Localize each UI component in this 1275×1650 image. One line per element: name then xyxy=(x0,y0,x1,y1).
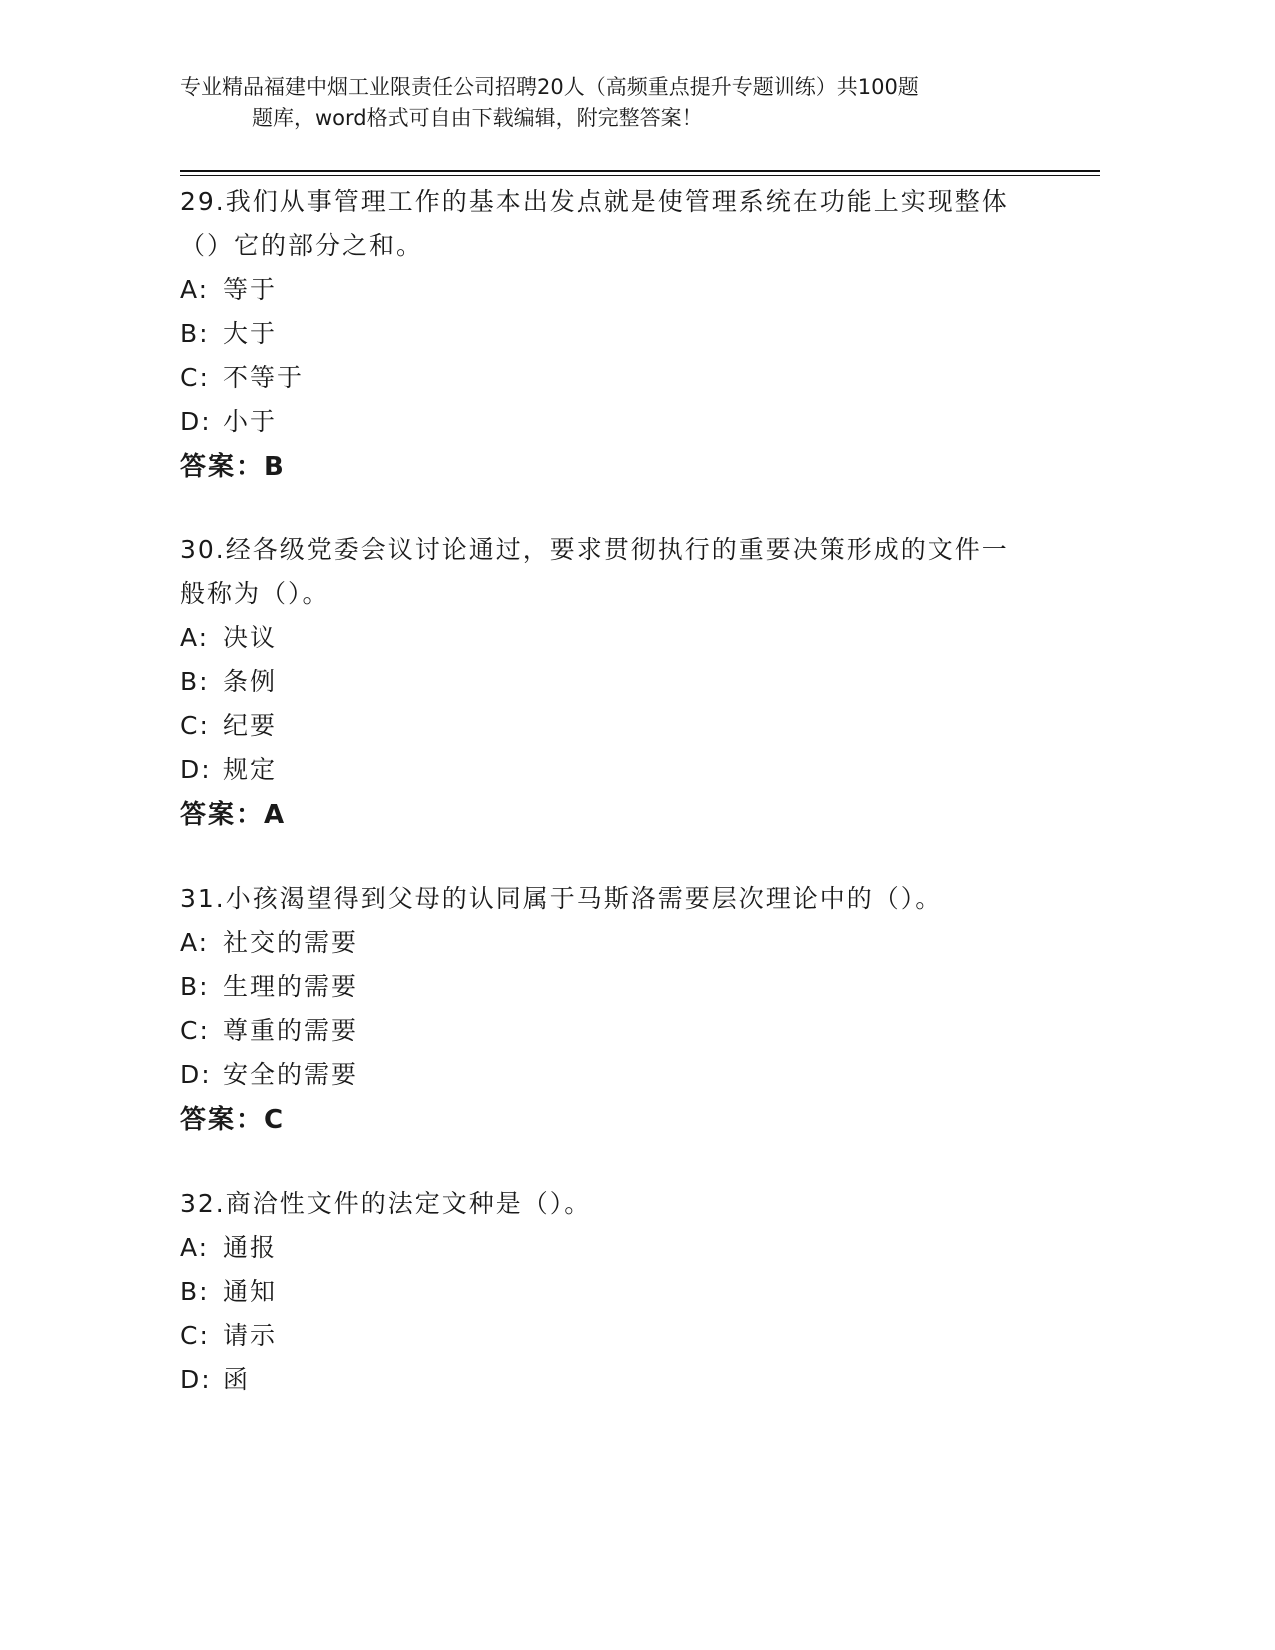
option-text: 大于 xyxy=(223,319,278,348)
option-key: B: xyxy=(180,319,210,348)
answer: 答案：A xyxy=(180,800,287,830)
option-text: 社交的需要 xyxy=(223,928,359,957)
option-d xyxy=(180,748,1060,792)
option-key: B: xyxy=(180,1277,210,1306)
option-a xyxy=(180,268,1060,312)
question-stem-line1: 31.小孩渴望得到父母的认同属于马斯洛需要层次理论中的（）。 xyxy=(180,884,943,913)
option-d xyxy=(180,1358,1060,1402)
option-key: A: xyxy=(180,928,210,957)
option-text: 条例 xyxy=(223,667,278,696)
header-title-line1: 专业精品福建中烟工业限责任公司招聘20人（高频重点提升专题训练）共100题 xyxy=(180,75,919,99)
option-key: A: xyxy=(180,275,210,304)
option-c xyxy=(180,704,1060,748)
option-d xyxy=(180,1053,1060,1097)
question-stem-line2: 般称为（）。 xyxy=(180,579,330,608)
question-stem-line1: 32.商洽性文件的法定文种是（）。 xyxy=(180,1189,592,1218)
option-text: 不等于 xyxy=(223,363,305,392)
option-text: 尊重的需要 xyxy=(223,1016,359,1045)
option-key: A: xyxy=(180,623,210,652)
option-b xyxy=(180,1270,1060,1314)
option-text: 生理的需要 xyxy=(223,972,359,1001)
option-text: 等于 xyxy=(223,275,278,304)
header-divider-thin xyxy=(180,175,1100,176)
question-31 xyxy=(180,877,1060,1143)
document-header xyxy=(180,72,1080,134)
option-text: 通知 xyxy=(223,1277,278,1306)
option-key: B: xyxy=(180,972,210,1001)
option-c xyxy=(180,1009,1060,1053)
header-title-line2: 题库，word格式可自由下载编辑，附完整答案！ xyxy=(252,106,703,130)
option-a xyxy=(180,921,1060,965)
option-key: A: xyxy=(180,1233,210,1262)
option-b xyxy=(180,312,1060,356)
question-stem-line2: （）它的部分之和。 xyxy=(180,231,424,260)
question-30 xyxy=(180,528,1060,838)
option-text: 通报 xyxy=(223,1233,278,1262)
option-text: 决议 xyxy=(223,623,278,652)
question-stem-line1: 29.我们从事管理工作的基本出发点就是使管理系统在功能上实现整体 xyxy=(180,187,1009,216)
option-key: D: xyxy=(180,407,212,436)
option-b xyxy=(180,965,1060,1009)
option-key: B: xyxy=(180,667,210,696)
option-text: 小于 xyxy=(223,407,278,436)
answer: 答案：C xyxy=(180,1105,286,1135)
answer: 答案：B xyxy=(180,452,286,482)
option-text: 函 xyxy=(223,1365,251,1394)
option-c xyxy=(180,356,1060,400)
header-divider-thick xyxy=(180,170,1100,172)
option-c xyxy=(180,1314,1060,1358)
option-a xyxy=(180,1226,1060,1270)
option-b xyxy=(180,660,1060,704)
question-stem-line1: 30.经各级党委会议讨论通过，要求贯彻执行的重要决策形成的文件一 xyxy=(180,535,1009,564)
option-text: 规定 xyxy=(223,755,278,784)
option-key: C: xyxy=(180,711,210,740)
option-a xyxy=(180,616,1060,660)
option-key: D: xyxy=(180,1365,212,1394)
option-text: 请示 xyxy=(223,1321,278,1350)
option-text: 安全的需要 xyxy=(223,1060,359,1089)
option-key: C: xyxy=(180,363,210,392)
question-29 xyxy=(180,180,1060,490)
option-key: D: xyxy=(180,1060,212,1089)
option-text: 纪要 xyxy=(223,711,278,740)
option-key: D: xyxy=(180,755,212,784)
question-32 xyxy=(180,1182,1060,1402)
option-d xyxy=(180,400,1060,444)
option-key: C: xyxy=(180,1016,210,1045)
option-key: C: xyxy=(180,1321,210,1350)
